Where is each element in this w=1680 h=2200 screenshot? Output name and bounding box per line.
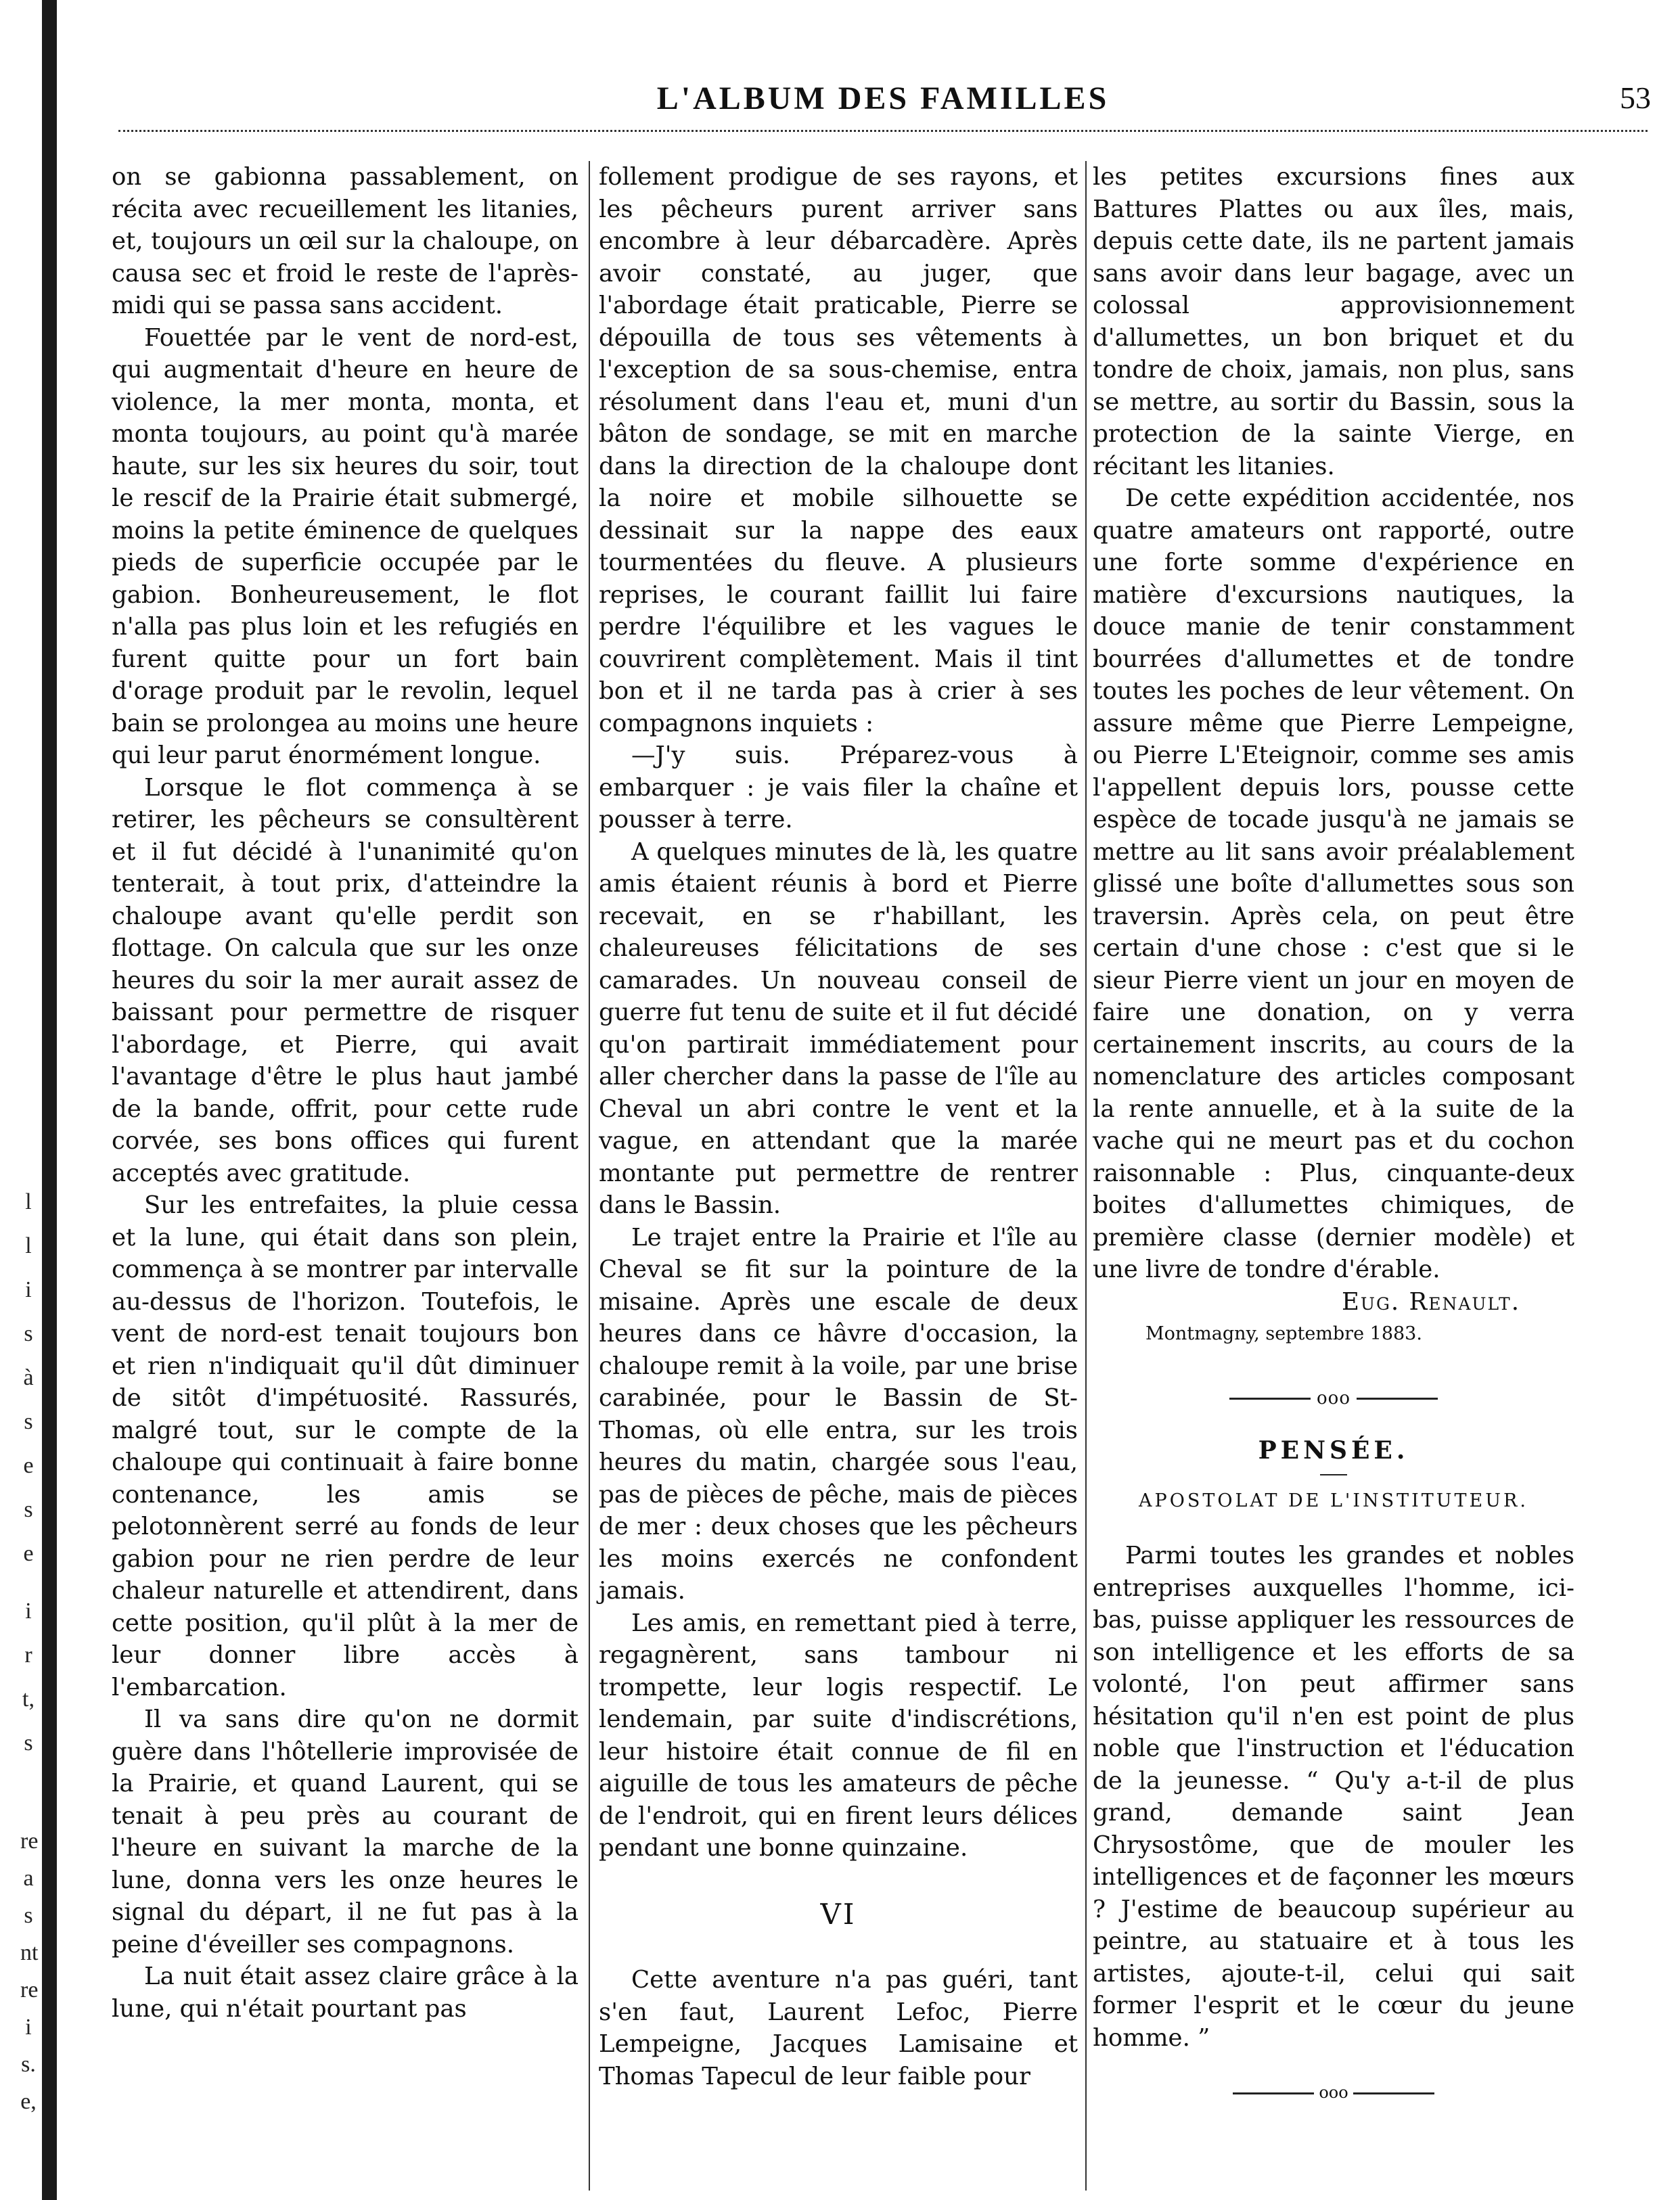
column-3	[1093, 161, 1574, 2109]
page-header	[115, 80, 1651, 120]
margin-fragment: i	[25, 1599, 32, 1624]
ornament-rule	[1233, 2092, 1314, 2094]
paragraph: Fouettée par le vent de nord-est, qui augmentait d'heure en heure de violence, la mer monta, monta, et monta toujours, au point qu'à marée haute, sur les six heures du soir, tout le rescif de la Prairie était submergé, moins la petite éminence de quelques pieds de superficie occupée par le gabion. Bonheureusement, le flot n'alla pas plus loin et les refugiés en furent quitte pour un fort bain d'orage produit par le revolin, lequel bain se prolongea au moins une heure qui leur parut énormément longue.	[112, 323, 578, 769]
margin-fragment: t,	[22, 1687, 35, 1712]
ornament-text: ooo	[1319, 2083, 1348, 2102]
title-rule	[1320, 1474, 1347, 1475]
paragraph: on se gabionna passablement, on récita avec recueillement les litanies, et, toujours un œil sur la chaloupe, on causa sec et froid le reste de l'après-midi qui se passa sans accident.	[112, 163, 578, 319]
ornament-rule	[1353, 2092, 1434, 2094]
margin-fragment: re	[20, 1977, 39, 2002]
column-2	[599, 161, 1078, 2092]
page-number: 53	[1620, 81, 1651, 115]
margin-fragment: s	[24, 1321, 33, 1346]
header-rule	[118, 130, 1648, 132]
margin-fragment: e,	[20, 2089, 37, 2114]
separator-ornament	[1093, 1383, 1574, 1415]
author-signature: Eug. Renault.	[1341, 1287, 1520, 1316]
margin-fragment: e	[23, 1541, 34, 1566]
scan-edge-shadow	[42, 0, 57, 2200]
margin-fragment: i	[25, 2015, 32, 2040]
paragraph: De cette expédition accidentée, nos quatre amateurs ont rapporté, outre une forte somme d'expérience en matière d'excursions nautiques, la douce manie de tenir constamment bourrées d'allumettes et de tondre toutes les poches de leur vêtement. On assure même que Pierre Lempeigne, ou Pierre L'Eteignoir, comme ses amis l'appellent depuis lors, pousse cette espèce de tocade jusqu'à ne jamais se mettre au lit sans avoir préalablement glissé une boîte d'allumettes sous son traversin. Après cela, on peut être certain d'une chose : c'est que si le sieur Pierre vient un jour en moyen de faire une donation, on y verra certainement inscrits, au cours de la nomenclature des articles composant la rente annuelle, et à la suite de la vache qui ne meurt pas et du cochon raisonnable : Plus, cinquante-deux boites d'allumettes chimiques, de première classe (dernier modèle) et une livre de tondre d'érable.	[1093, 484, 1574, 1283]
margin-fragment: a	[23, 1866, 34, 1891]
paragraph: follement prodigue de ses rayons, et les pêcheurs purent arriver sans encombre à leur débarcadère. Après avoir constaté, au juger, que l'abordage était praticable, Pierre se dépouilla de tous ses vêtements à l'exception de sa sous-chemise, entra résolument dans l'eau et, muni d'un bâton de sondage, se mit en marche dans la direction de la chaloupe dont la noire et mobile silhouette se dessinait sur la nappe des eaux tourmentées du fleuve. A plusieurs reprises, le courant faillit lui faire perdre l'équilibre et les vagues le couvrirent complètement. Mais il tint bon et il ne tarda pas à crier à ses compagnons inquiets :	[599, 163, 1078, 737]
margin-fragment: e	[23, 1453, 34, 1478]
paragraph: Parmi toutes les grandes et nobles entreprises auxquelles l'homme, ici-bas, puisse appliquer les ressources de son intelligence et les efforts de sa volonté, l'on peut affirmer sans hésitation qu'il n'en est point de plus noble que l'instruction et l'éducation de la jeunesse. “ Qu'y a-t-il de plus grand, demande saint Jean Chrysostôme, que de mouler les intelligences et de façonner les mœurs ? J'estime de beaucoup supérieur au peintre, au statuaire et à tous les artistes, ajoute-t-il, celui qui sait former l'esprit et le cœur du jeune homme. ”	[1093, 1542, 1574, 2052]
ornament-rule	[1357, 1398, 1438, 1400]
section-title: PENSÉE.	[1258, 1436, 1409, 1465]
margin-fragment: s	[24, 1731, 33, 1756]
margin-fragment: l	[25, 1233, 32, 1258]
margin-fragment: s	[24, 1497, 33, 1522]
margin-fragment: nt	[20, 1940, 39, 1965]
margin-fragment: s	[24, 1903, 33, 1928]
paragraph: les petites excursions fines aux Battures Plattes ou aux îles, mais, depuis cette date, ils ne partent jamais sans avoir dans leur bagage, avec un colossal approvisionnement d'allumettes, un bon briquet et du tondre de choix, jamais, non plus, sans se mettre, au sortir du Bassin, sous la protection de la sainte Vierge, en récitant les litanies.	[1093, 163, 1574, 480]
column-divider	[1085, 161, 1087, 2191]
column-divider	[589, 161, 590, 2191]
paragraph: Les amis, en remettant pied à terre, regagnèrent, sans tambour ni trompette, leur logis respectif. Le lendemain, par suite d'indiscrétions, leur histoire était connue de fil en aiguille de tous les amateurs de pêche de l'endroit, qui en firent leurs délices pendant une bonne quinzaine.	[599, 1609, 1078, 1862]
dateline: Montmagny, septembre 1883.	[1145, 1323, 1422, 1344]
paragraph: A quelques minutes de là, les quatre amis étaient réunis à bord et Pierre recevait, en se r'habillant, les chaleureuses félicitations de ses camarades. Un nouveau conseil de guerre fut tenu de suite et il fut décidé qu'on partirait immédiatement pour aller chercher dans la passe de l'île au Cheval un abri contre le vent et la vague, en attendant que la marée montante put permettre de rentrer dans le Bassin.	[599, 838, 1078, 1219]
margin-fragment: s.	[21, 2052, 36, 2077]
paragraph: Le trajet entre la Prairie et l'île au Cheval se fit sur la pointure de la misaine. Après une escale de deux heures dans ce hâvre d'occasion, la chaloupe remit à la voile, par une brise carabinée, pour le Bassin de St-Thomas, où elle entra, sur les trois heures du matin, chargée sous l'eau, pas de pièces de pêche, mais de pièces de mer : deux choses que les pêcheurs les moins exercés ne confondent jamais.	[599, 1223, 1078, 1605]
paragraph: —J'y suis. Préparez-vous à embarquer : je vais filer la chaîne et pousser à terre.	[599, 741, 1078, 833]
column-1	[112, 161, 578, 2025]
section-number: VI	[820, 1897, 857, 1931]
paragraph: La nuit était assez claire grâce à la lune, qui n'était pourtant pas	[112, 1963, 578, 2023]
paragraph: Sur les entrefaites, la pluie cessa et la lune, qui était dans son plein, commença à se montrer par intervalle au-dessus de l'horizon. Toutefois, le vent de nord-est tenait toujours bon et rien n'indiquait qu'il dût diminuer de sitôt d'impétuosité. Rassurés, malgré tout, sur le compte de la chaloupe qui continuait à faire bonne contenance, les amis se pelotonnèrent serré au fonds de leur gabion pour ne rien perdre de leur chaleur naturelle et attendirent, dans cette position, qu'il plût à la mer de leur donner libre accès à l'embarcation.	[112, 1191, 578, 1701]
end-ornament	[1093, 2077, 1574, 2109]
margin-fragment: l	[25, 1189, 32, 1214]
paragraph: Lorsque le flot commença à se retirer, les pêcheurs se consultèrent et il fut décidé à l'unanimité qu'on tenterait, à tout prix, d'atteindre la chaloupe avant qu'elle perdit son flottage. On calcula que sur les onze heures du soir la mer aurait assez de baissant pour permettre de risquer l'abordage, et Pierre, qui avait l'avantage d'être le plus haut jambé de la bande, offrit, pour cette rude corvée, ses bons offices qui furent acceptés avec gratitude.	[112, 773, 578, 1187]
margin-fragment: à	[23, 1365, 34, 1390]
margin-fragment: r	[24, 1643, 32, 1668]
paragraph: Il va sans dire qu'on ne dormit guère dans l'hôtellerie improvisée de la Prairie, et quand Laurent, qui se tenait à peu près au courant de l'heure en suivant la marche de la lune, donna vers les onze heures le signal du départ, il ne fut pas à la peine d'éveiller ses compagnons.	[112, 1705, 578, 1958]
margin-fragment: re	[20, 1829, 39, 1854]
ornament-text: ooo	[1317, 1388, 1350, 1408]
section-subtitle: APOSTOLAT DE L'INSTITUTEUR.	[1139, 1490, 1528, 1511]
paragraph: Cette aventure n'a pas guéri, tant s'en faut, Laurent Lefoc, Pierre Lempeigne, Jacques Lamisaine et Thomas Tapecul de leur faible pour	[599, 1966, 1078, 2090]
margin-fragment: i	[25, 1277, 32, 1302]
ornament-rule	[1229, 1398, 1311, 1400]
margin-fragment: s	[24, 1409, 33, 1434]
journal-title: L'ALBUM DES FAMILLES	[656, 81, 1110, 116]
